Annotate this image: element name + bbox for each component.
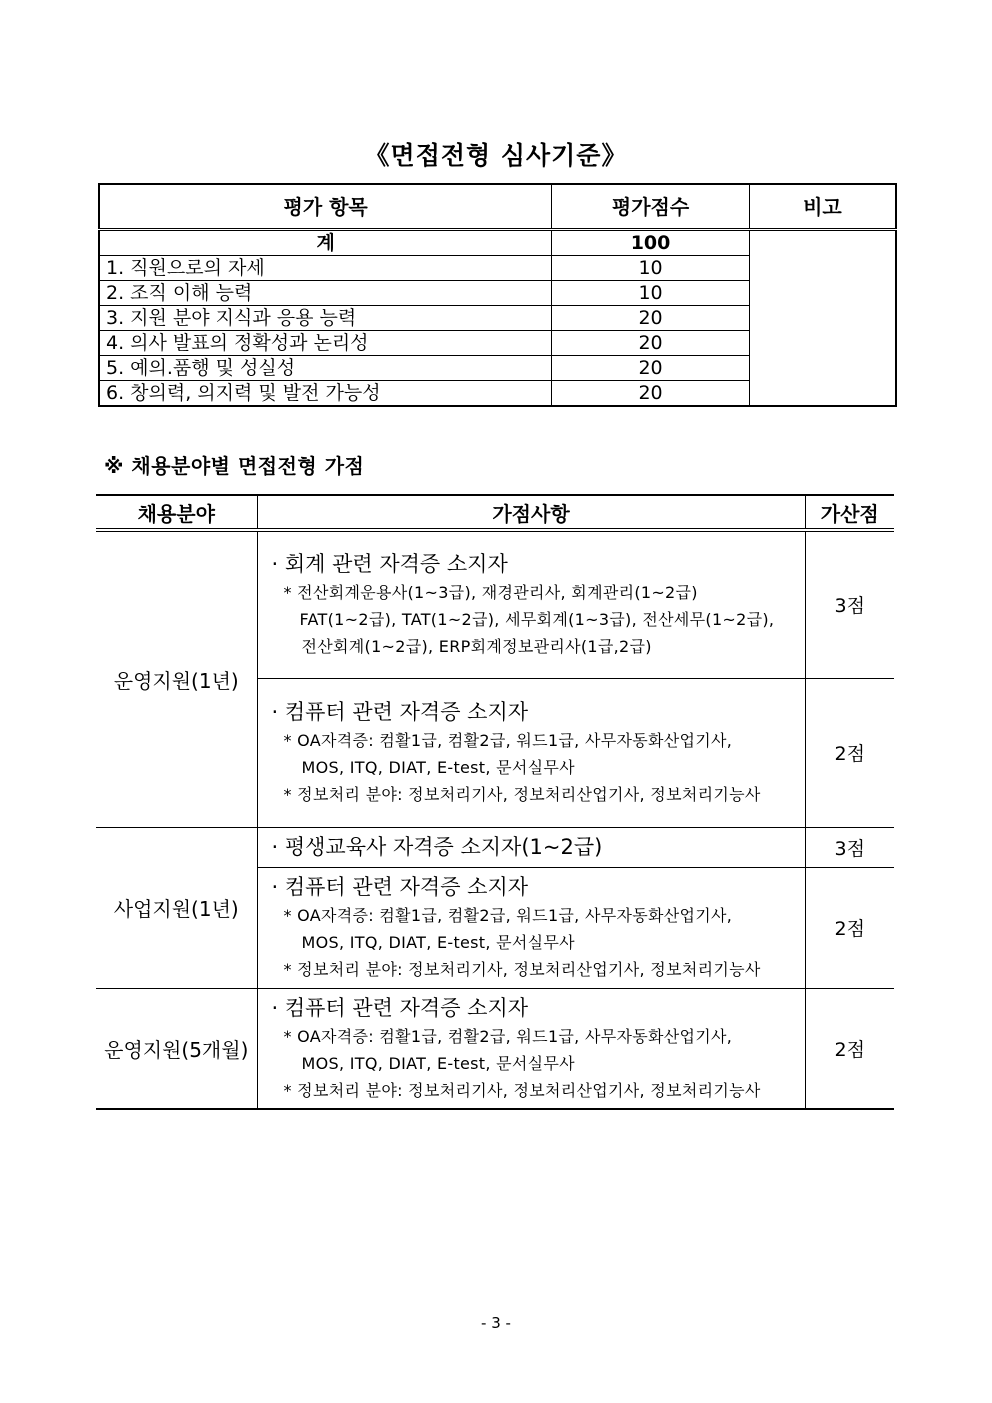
table-header-row — [99, 184, 896, 230]
total-score: 100 — [552, 230, 750, 256]
field-name: 사업지원(1년) — [96, 827, 257, 988]
eval-score: 20 — [552, 331, 750, 356]
field-name: 운영지원(5개월) — [96, 988, 257, 1109]
bonus-detail-line: * OA자격증: 컴활1급, 컴활2급, 워드1급, 사무자동화산업기사, — [283, 906, 733, 925]
eval-score: 20 — [552, 381, 750, 407]
bonus-detail-line: MOS, ITQ, DIAT, E-test, 문서실무사 — [301, 758, 575, 777]
page-number: - 3 - — [481, 1314, 511, 1332]
bonus-points: 3점 — [805, 530, 894, 678]
page-title: 《면접전형 심사기준》 — [364, 141, 628, 170]
bonus-detail-line: * OA자격증: 컴활1급, 컴활2급, 워드1급, 사무자동화산업기사, — [283, 731, 733, 750]
bonus-title: · 컴퓨터 관련 자격증 소지자 — [271, 875, 529, 899]
eval-score: 10 — [552, 281, 750, 306]
bonus-details — [257, 867, 805, 988]
table-row — [96, 530, 894, 678]
bonus-details — [257, 530, 805, 678]
bonus-section-heading: ※ 채용분야별 면접전형 가점 — [104, 454, 365, 478]
header-bonus-points: 가산점 — [805, 495, 894, 530]
total-row — [99, 230, 896, 256]
bonus-points: 2점 — [805, 988, 894, 1109]
bonus-points: 3점 — [805, 827, 894, 867]
eval-score: 10 — [552, 256, 750, 281]
field-name: 운영지원(1년) — [96, 530, 257, 827]
total-label: 계 — [99, 230, 552, 256]
bonus-detail-line: MOS, ITQ, DIAT, E-test, 문서실무사 — [301, 933, 575, 952]
table-header-row — [96, 495, 894, 530]
bonus-detail-line: * 전산회계운용사(1~3급), 재경관리사, 회계관리(1~2급) — [283, 583, 698, 603]
eval-score: 20 — [552, 306, 750, 331]
bonus-points: 2점 — [805, 867, 894, 988]
header-field: 채용분야 — [96, 495, 257, 530]
bonus-title: · 평생교육사 자격증 소지자(1~2급) — [271, 835, 603, 859]
header-bonus-details: 가점사항 — [257, 495, 805, 530]
remarks-cell — [749, 230, 896, 407]
bonus-detail-line: * 정보처리 분야: 정보처리기사, 정보처리산업기사, 정보처리기능사 — [283, 960, 761, 979]
bonus-details — [257, 678, 805, 827]
eval-item: 2. 조직 이해 능력 — [99, 281, 552, 306]
bonus-detail-line: MOS, ITQ, DIAT, E-test, 문서실무사 — [301, 1053, 575, 1073]
eval-score: 20 — [552, 356, 750, 381]
bonus-detail-line: FAT(1~2급), TAT(1~2급), 세무회계(1~3급), 전산세무(1~2급), — [299, 610, 775, 630]
bonus-details — [257, 827, 805, 867]
eval-item: 6. 창의력, 의지력 및 발전 가능성 — [99, 381, 552, 407]
bonus-title: · 컴퓨터 관련 자격증 소지자 — [271, 995, 529, 1020]
bonus-detail-line: 전산회계(1~2급), ERP회계정보관리사(1급,2급) — [301, 637, 652, 657]
bonus-detail-line: * 정보처리 분야: 정보처리기사, 정보처리산업기사, 정보처리기능사 — [283, 785, 761, 804]
header-eval-item: 평가 항목 — [99, 184, 552, 230]
eval-item: 3. 지원 분야 지식과 응용 능력 — [99, 306, 552, 331]
bonus-details — [257, 988, 805, 1109]
bonus-detail-line: * OA자격증: 컴활1급, 컴활2급, 워드1급, 사무자동화산업기사, — [283, 1026, 733, 1046]
table-row — [96, 827, 894, 867]
header-eval-score: 평가점수 — [552, 184, 750, 230]
eval-item: 4. 의사 발표의 정확성과 논리성 — [99, 331, 552, 356]
bonus-points-table — [96, 494, 894, 1110]
bonus-points: 2점 — [805, 678, 894, 827]
table-row — [96, 988, 894, 1109]
bonus-title: · 회계 관련 자격증 소지자 — [271, 552, 508, 577]
bonus-title: · 컴퓨터 관련 자격증 소지자 — [271, 700, 529, 724]
eval-item: 1. 직원으로의 자세 — [99, 256, 552, 281]
eval-item: 5. 예의.품행 및 성실성 — [99, 356, 552, 381]
evaluation-criteria-table — [98, 183, 897, 407]
header-remarks: 비고 — [749, 184, 896, 230]
bonus-detail-line: * 정보처리 분야: 정보처리기사, 정보처리산업기사, 정보처리기능사 — [283, 1080, 761, 1100]
